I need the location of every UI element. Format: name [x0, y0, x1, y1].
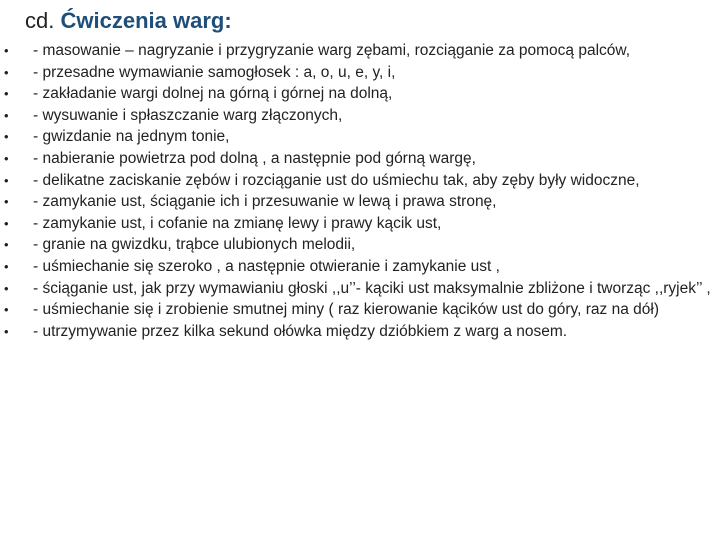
list-item-text: - zakładanie wargi dolnej na górną i górnej na dolną, [33, 85, 393, 103]
page-title [25, 6, 232, 36]
bullet-icon: • [4, 172, 9, 188]
list-item [0, 191, 716, 213]
list-item-text: - nabieranie powietrza pod dolną , a następnie pod górną wargę, [33, 149, 476, 167]
list-item-text: - delikatne zaciskanie zębów i rozciąganie ust do uśmiechu tak, aby zęby były widoczne, [33, 171, 640, 189]
bullet-icon: • [4, 86, 9, 102]
bullet-icon: • [4, 150, 9, 166]
list-item-text: - zamykanie ust, i cofanie na zmianę lewy i prawy kącik ust, [33, 214, 442, 232]
bullet-icon: • [4, 129, 9, 145]
list-item-text: - utrzymywanie przez kilka sekund ołówka między dzióbkiem z warg a nosem. [33, 322, 568, 340]
list-item-text: - uśmiechanie się i zrobienie smutnej miny ( raz kierowanie kącików ust do góry, raz na dół) [33, 301, 660, 319]
bullet-icon: • [4, 194, 9, 210]
bullet-icon: • [4, 43, 9, 58]
list-item [0, 299, 716, 321]
list-item [0, 105, 716, 127]
list-item-text: - gwizdanie na jednym tonie, [33, 128, 230, 146]
bullet-icon: • [4, 280, 9, 296]
list-item-text: - uśmiechanie się szeroko , a następnie otwieranie i zamykanie ust , [33, 257, 500, 275]
list-item [0, 256, 716, 278]
list-item-text: - granie na gwizdku, trąbce ulubionych melodii, [33, 236, 356, 254]
bullet-icon: • [4, 215, 9, 231]
list-item [0, 40, 716, 62]
list-item-text: - masowanie – nagryzanie i przygryzanie warg zębami, rozciąganie za pomocą palców, [33, 42, 631, 59]
bullet-icon: • [4, 64, 9, 80]
list-item [0, 170, 716, 192]
title-main: Ćwiczenia warg: [60, 8, 232, 33]
exercise-list [0, 40, 716, 342]
list-item [0, 278, 716, 300]
list-item [0, 148, 716, 170]
list-item-text: - ściąganie ust, jak przy wymawianiu głoski ,,u’’- kąciki ust maksymalnie zbliżone i tworząc ,,ryjek’’ , [33, 279, 711, 297]
bullet-icon: • [4, 258, 9, 274]
list-item-text: - wysuwanie i spłaszczanie warg złączonych, [33, 106, 343, 124]
list-item-text: - przesadne wymawianie samogłosek : a, o, u, e, y, i, [33, 63, 396, 81]
list-item [0, 321, 716, 343]
list-item [0, 213, 716, 235]
list-item [0, 83, 716, 105]
bullet-icon: • [4, 237, 9, 253]
list-item [0, 126, 716, 148]
bullet-icon: • [4, 323, 9, 339]
list-item-text: - zamykanie ust, ściąganie ich i przesuwanie w lewą i prawa stronę, [33, 193, 497, 211]
title-prefix: cd. [25, 8, 55, 33]
list-item [0, 62, 716, 84]
bullet-icon: • [4, 302, 9, 318]
bullet-icon: • [4, 107, 9, 123]
list-item [0, 234, 716, 256]
